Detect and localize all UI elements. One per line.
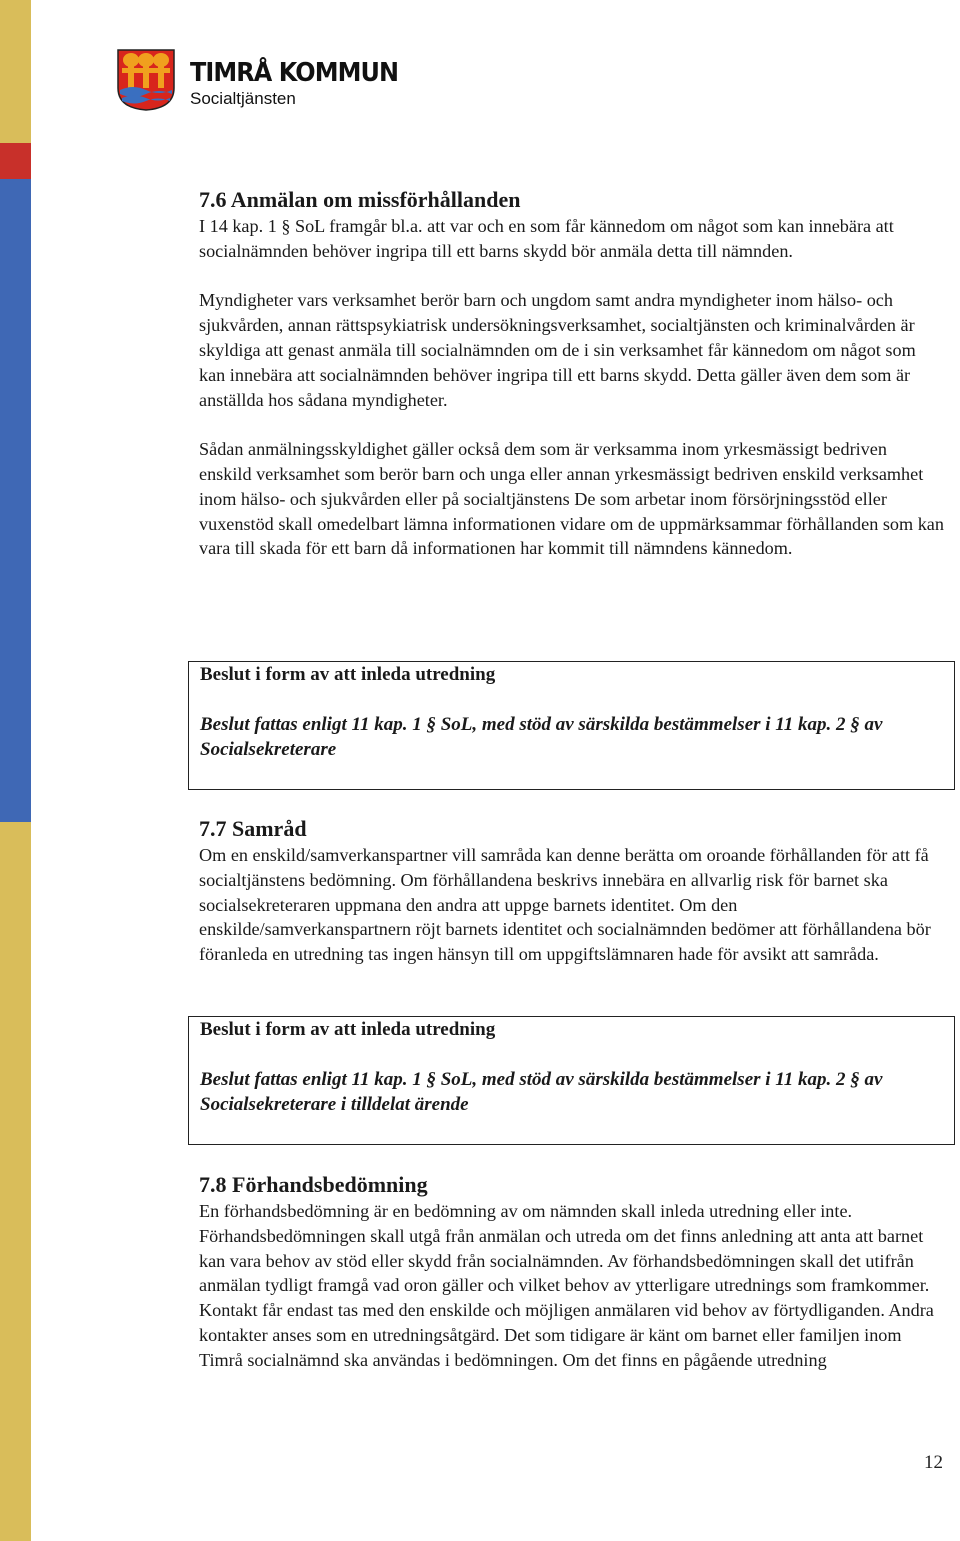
heading-7-6: 7.6 Anmälan om missförhållanden — [199, 187, 521, 212]
sidebar-blue — [0, 179, 31, 822]
paragraph-reporting-duty: Sådan anmälningsskyldighet gäller också dem som är verksamma inom yrkesmässigt bedriven enskild verksamhet som berör barn och unga eller annan yrkesmässigt bedriven enskild verksamhet inom hälso- och sjukvården eller på socialtjänstens De som arbetar inom försörjningsstöd eller vuxenstöd skall omedelbart lämna informationen vidare om de uppmärksammar förhållanden som kan vara till skada för ett barn då informationen har kommit till nämndens kännedom. — [199, 439, 944, 559]
decision-box-text: Beslut fattas enligt 11 kap. 1 § SoL, med stöd av särskilda bestämmelser i 11 kap. 2 § av Socialsekreterare i tilldelat ärende — [200, 1068, 883, 1115]
paragraph-consultation: Om en enskild/samverkanspartner vill samråda kan denne berätta om oroande förhållanden för att få socialtjänstens bedömning. Om förhållandena beskrivs innebära en allvarlig risk för barnet ska socialsekreteraren uppmana den andra att uppge barnets identitet. Om den enskilde/samverkanspartnern röjt barnets identitet och socialnämnden bedömer att förhållandena bör föranleda en utredning tas ingen hänsyn till om uppgiftslämnaren hade för avsikt att samråda. — [199, 845, 931, 965]
municipal-coat-of-arms-icon — [116, 48, 176, 112]
brand-block — [190, 58, 416, 109]
org-name: TIMRÅ KOMMUN — [190, 58, 399, 88]
sidebar-yellow-bottom — [0, 822, 31, 1541]
decision-box-2 — [188, 1016, 955, 1145]
decision-box-text: Beslut fattas enligt 11 kap. 1 § SoL, med stöd av särskilda bestämmelser i 11 kap. 2 § av Socialsekreterare — [200, 713, 883, 760]
paragraph-preliminary-assessment: En förhandsbedömning är en bedömning av om nämnden skall inleda utredning eller inte. Förhandsbedömningen skall utgå från anmälan och utreda om det finns anledning att anta att barnet kan vara behov av stöd eller skydd från socialnämnden. Av förhandsbedömningen skall det utifrån anmälan tydligt framgå vad oron gäller och vilket behov av ytterligare utrednings som framkommer. Kontakt får endast tas med den enskilde och möjligen anmälaren vid behov av förtydliganden. Andra kontakter anses som en utredningsåtgärd. Det som tidigare är känt om barnet eller familjen inom Timrå socialnämnd ska användas i bedömningen. Om det finns en pågående utredning — [199, 1201, 934, 1370]
intro-paragraph: I 14 kap. 1 § SoL framgår bl.a. att var och en som får kännedom om något som kan innebära att socialnämnden behöver ingripa till ett barns skydd bör anmäla detta till nämnden. — [199, 216, 894, 261]
paragraph-authorities: Myndigheter vars verksamhet berör barn och ungdom samt andra myndigheter inom hälso- och sjukvården, annan rättspsykiatrisk undersökningsverksamhet, socialtjänsten och kriminalvården är skyldiga att genast anmäla till socialnämnden om de i sin verksamhet får kännedom om något som kan innebära att socialnämnden behöver ingripa till ett barns skydd. Detta gäller även dem som är anställda hos sådana myndigheter. — [199, 290, 916, 410]
sidebar-red — [0, 143, 31, 179]
decision-box-title: Beslut i form av att inleda utredning — [200, 664, 496, 685]
sidebar-yellow-top — [0, 0, 31, 143]
section-7-7 — [199, 815, 944, 967]
department-name: Socialtjänsten — [190, 89, 296, 108]
decision-box-1 — [188, 661, 955, 790]
section-7-8 — [199, 1171, 944, 1373]
heading-7-7: 7.7 Samråd — [199, 816, 307, 841]
section-7-6 — [199, 186, 944, 561]
heading-7-8: 7.8 Förhandsbedömning — [199, 1172, 428, 1197]
decorative-sidebar — [0, 0, 31, 1541]
decision-box-title: Beslut i form av att inleda utredning — [200, 1019, 496, 1040]
page-number: 12 — [924, 1452, 943, 1473]
